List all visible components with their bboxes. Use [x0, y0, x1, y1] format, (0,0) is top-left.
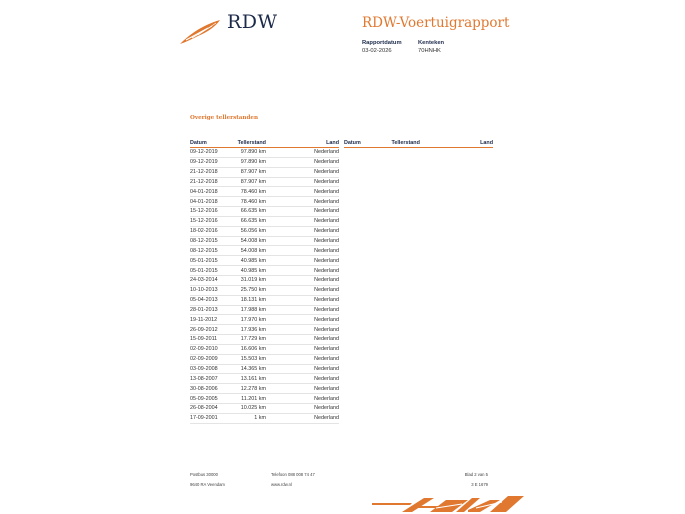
footer-address-line1: Postbus 30000: [190, 472, 218, 477]
logo-text: RDW: [227, 11, 278, 33]
license-plate-label: Kenteken: [418, 40, 445, 46]
cell-country: Nederland: [266, 246, 339, 256]
table-header-row: [190, 139, 339, 148]
cell-country: Nederland: [266, 197, 339, 207]
cell-odometer: 66.635 km: [238, 216, 266, 226]
cell-date: 18-02-2016: [190, 226, 238, 236]
cell-date: 17-09-2001: [190, 413, 238, 423]
cell-date: 13-08-2007: [190, 374, 238, 384]
cell-country: Nederland: [266, 315, 339, 325]
cell-odometer: 40.985 km: [238, 256, 266, 266]
table-row: [190, 325, 339, 335]
cell-odometer: 97.890 km: [238, 148, 266, 158]
cell-date: 05-01-2015: [190, 256, 238, 266]
cell-date: 05-09-2005: [190, 394, 238, 404]
cell-date: 26-08-2004: [190, 403, 238, 413]
cell-country: Nederland: [266, 157, 339, 167]
cell-date: 09-12-2019: [190, 148, 238, 158]
table-row: [190, 335, 339, 345]
cell-country: Nederland: [266, 177, 339, 187]
column-header-country: Land: [266, 139, 339, 148]
cell-odometer: 10.025 km: [238, 403, 266, 413]
table-row: [190, 177, 339, 187]
cell-date: 10-10-2013: [190, 285, 238, 295]
cell-country: Nederland: [266, 354, 339, 364]
cell-odometer: 15.503 km: [238, 354, 266, 364]
cell-odometer: 18.131 km: [238, 295, 266, 305]
cell-country: Nederland: [266, 295, 339, 305]
cell-date: 21-12-2018: [190, 167, 238, 177]
cell-odometer: 17.970 km: [238, 315, 266, 325]
cell-odometer: 87.907 km: [238, 177, 266, 187]
table-row: [190, 226, 339, 236]
cell-date: 15-09-2011: [190, 335, 238, 345]
cell-date: 04-01-2018: [190, 187, 238, 197]
report-date-value: 03-02-2026: [362, 48, 392, 54]
cell-country: Nederland: [266, 207, 339, 217]
cell-country: Nederland: [266, 374, 339, 384]
cell-date: 08-12-2015: [190, 236, 238, 246]
table-row: [190, 305, 339, 315]
table-row: [190, 236, 339, 246]
cell-odometer: 12.278 km: [238, 384, 266, 394]
table-row: [190, 197, 339, 207]
cell-country: Nederland: [266, 226, 339, 236]
table-row: [190, 167, 339, 177]
footer-code: 3 E 1679: [471, 482, 488, 487]
table-row: [190, 315, 339, 325]
cell-date: 24-03-2014: [190, 275, 238, 285]
table-row: [190, 403, 339, 413]
cell-country: Nederland: [266, 364, 339, 374]
column-header-country: Land: [420, 139, 493, 148]
table-row: [190, 344, 339, 354]
section-title: Overige tellerstanden: [190, 115, 259, 121]
column-header-odometer: Tellerstand: [391, 139, 420, 146]
table-row: [190, 354, 339, 364]
rdw-feather-logo-icon: [178, 18, 222, 46]
cell-odometer: 78.460 km: [238, 187, 266, 197]
cell-date: 05-01-2015: [190, 266, 238, 276]
cell-odometer: 78.460 km: [238, 197, 266, 207]
cell-country: Nederland: [266, 187, 339, 197]
cell-odometer: 11.201 km: [238, 394, 266, 404]
cell-date: 30-08-2006: [190, 384, 238, 394]
cell-odometer: 56.056 km: [238, 226, 266, 236]
cell-odometer: 17.988 km: [238, 305, 266, 315]
cell-date: 05-04-2013: [190, 295, 238, 305]
rdw-speed-stripes-icon: [372, 496, 524, 512]
cell-odometer: 16.606 km: [238, 344, 266, 354]
cell-odometer: 25.750 km: [238, 285, 266, 295]
cell-odometer: 17.729 km: [238, 335, 266, 345]
cell-country: Nederland: [266, 236, 339, 246]
cell-date: 02-09-2009: [190, 354, 238, 364]
table-row: [190, 285, 339, 295]
column-header-odometer: Tellerstand: [237, 139, 266, 146]
cell-country: Nederland: [266, 413, 339, 423]
footer-website[interactable]: www.rdw.nl: [271, 482, 292, 487]
cell-odometer: 13.161 km: [238, 374, 266, 384]
odometer-table-left: [190, 139, 339, 424]
cell-country: Nederland: [266, 275, 339, 285]
footer-page-number: Blad 2 van 5: [464, 472, 488, 477]
cell-country: Nederland: [266, 266, 339, 276]
table-row: [190, 266, 339, 276]
table-header-row: [344, 139, 493, 148]
cell-country: Nederland: [266, 256, 339, 266]
table-row: [190, 275, 339, 285]
table-row: [190, 207, 339, 217]
cell-odometer: 87.907 km: [238, 167, 266, 177]
cell-odometer: 97.890 km: [238, 157, 266, 167]
footer-address-line2: 9640 RA Veendam: [190, 482, 225, 487]
cell-country: Nederland: [266, 216, 339, 226]
cell-odometer: 40.985 km: [238, 266, 266, 276]
column-header-date: Datum: [190, 139, 238, 148]
table-row: [190, 384, 339, 394]
cell-country: Nederland: [266, 285, 339, 295]
cell-country: Nederland: [266, 344, 339, 354]
table-row: [190, 394, 339, 404]
cell-odometer: 54.008 km: [238, 246, 266, 256]
cell-country: Nederland: [266, 325, 339, 335]
cell-odometer: 66.635 km: [238, 207, 266, 217]
table-row: [190, 216, 339, 226]
cell-date: 26-09-2012: [190, 325, 238, 335]
table-row: [190, 413, 339, 423]
document-title: RDW-Voertuigrapport: [362, 15, 510, 31]
cell-country: Nederland: [266, 335, 339, 345]
cell-date: 08-12-2015: [190, 246, 238, 256]
cell-date: 15-12-2016: [190, 207, 238, 217]
table-row: [190, 246, 339, 256]
cell-country: Nederland: [266, 148, 339, 158]
cell-date: 04-01-2018: [190, 197, 238, 207]
table-row: [190, 148, 339, 158]
table-row: [190, 157, 339, 167]
license-plate-value: 70HNHK: [418, 48, 441, 54]
cell-date: 03-09-2008: [190, 364, 238, 374]
report-date-label: Rapportdatum: [362, 40, 402, 46]
odometer-table-right: [344, 139, 493, 148]
table-row: [190, 374, 339, 384]
cell-country: Nederland: [266, 403, 339, 413]
cell-country: Nederland: [266, 394, 339, 404]
cell-date: 28-01-2013: [190, 305, 238, 315]
cell-country: Nederland: [266, 167, 339, 177]
cell-odometer: 31.019 km: [238, 275, 266, 285]
cell-country: Nederland: [266, 305, 339, 315]
cell-date: 02-09-2010: [190, 344, 238, 354]
cell-date: 15-12-2016: [190, 216, 238, 226]
column-header-date: Datum: [344, 139, 392, 148]
cell-date: 09-12-2019: [190, 157, 238, 167]
cell-date: 19-11-2012: [190, 315, 238, 325]
cell-odometer: 17.936 km: [238, 325, 266, 335]
table-row: [190, 187, 339, 197]
cell-country: Nederland: [266, 384, 339, 394]
table-row: [190, 364, 339, 374]
footer-phone: Telefoon 088 008 74 47: [271, 472, 315, 477]
table-row: [190, 256, 339, 266]
cell-odometer: 14.365 km: [238, 364, 266, 374]
cell-odometer: 54.008 km: [238, 236, 266, 246]
table-row: [190, 295, 339, 305]
cell-odometer: 1 km: [238, 413, 266, 423]
cell-date: 21-12-2018: [190, 177, 238, 187]
